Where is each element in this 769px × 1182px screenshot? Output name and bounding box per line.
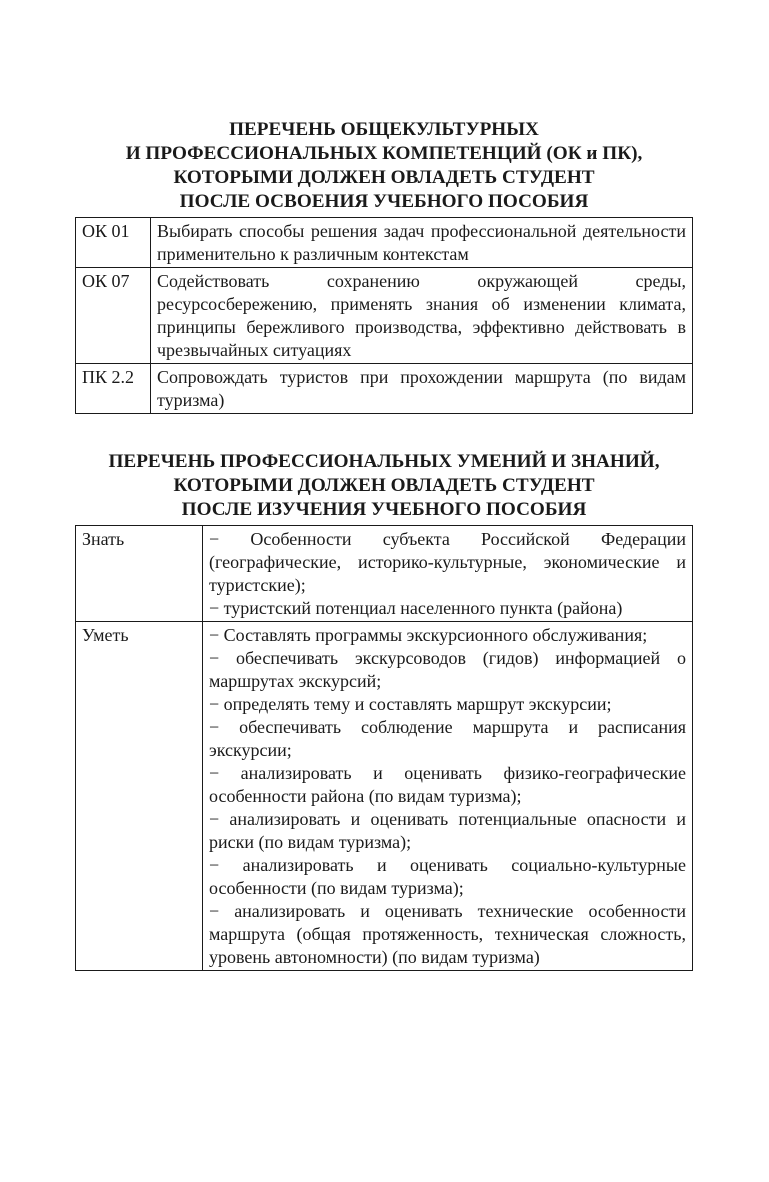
list-item: − анализировать и оценивать физико-географические особенности района (по видам туризма); [209, 763, 686, 806]
list-item: − Особенности субъекта Российской Федерации (географические, историко-культурные, экономические и туристские); [209, 529, 686, 595]
table-row [76, 364, 693, 414]
skills-label: Знать [76, 526, 203, 622]
table-row [76, 622, 693, 971]
table-row [76, 526, 693, 622]
competency-code: ОК 07 [76, 268, 151, 364]
skills-table [75, 525, 693, 971]
heading-line: КОТОРЫМИ ДОЛЖЕН ОВЛАДЕТЬ СТУДЕНТ [173, 475, 595, 496]
competency-description: Содействовать сохранению окружающей среды, ресурсосбережению, применять знания об изменении климата, принципы бережливого производства, эффективно действовать в чрезвычайных ситуациях [151, 268, 693, 364]
list-item: − анализировать и оценивать социально-культурные особенности (по видам туризма); [209, 855, 686, 898]
document-page [75, 118, 693, 971]
competency-description: Сопровождать туристов при прохождении маршрута (по видам туризма) [151, 364, 693, 414]
heading-line: ПОСЛЕ ИЗУЧЕНИЯ УЧЕБНОГО ПОСОБИЯ [181, 499, 587, 520]
heading-line: ПЕРЕЧЕНЬ ОБЩЕКУЛЬТУРНЫХ [229, 119, 539, 140]
competencies-table [75, 217, 693, 414]
heading-line: И ПРОФЕССИОНАЛЬНЫХ КОМПЕТЕНЦИЙ (ОК и ПК), [125, 143, 643, 164]
list-item: − Составлять программы экскурсионного обслуживания; [209, 625, 648, 645]
list-item: − определять тему и составлять маршрут экскурсии; [209, 694, 612, 714]
list-item: − анализировать и оценивать технические особенности маршрута (общая протяженность, техническая сложность, уровень автономности) (по видам туризма) [209, 901, 686, 967]
skills-list [203, 526, 693, 622]
skills-heading [75, 450, 693, 522]
list-item: − обеспечивать экскурсоводов (гидов) информацией о маршрутах экскурсий; [209, 648, 686, 691]
table-row [76, 268, 693, 364]
list-item: − обеспечивать соблюдение маршрута и расписания экскурсии; [209, 717, 686, 760]
heading-line: ПЕРЕЧЕНЬ ПРОФЕССИОНАЛЬНЫХ УМЕНИЙ И ЗНАНИЙ, [108, 451, 660, 472]
competency-code: ПК 2.2 [76, 364, 151, 414]
skills-list [203, 622, 693, 971]
table-row [76, 218, 693, 268]
competency-code: ОК 01 [76, 218, 151, 268]
list-item: − туристский потенциал населенного пункта (района) [209, 598, 623, 618]
competency-description: Выбирать способы решения задач профессиональной деятельности применительно к различным контекстам [151, 218, 693, 268]
competencies-heading [75, 118, 693, 214]
skills-label: Уметь [76, 622, 203, 971]
list-item: − анализировать и оценивать потенциальные опасности и риски (по видам туризма); [209, 809, 686, 852]
heading-line: ПОСЛЕ ОСВОЕНИЯ УЧЕБНОГО ПОСОБИЯ [179, 191, 589, 212]
heading-line: КОТОРЫМИ ДОЛЖЕН ОВЛАДЕТЬ СТУДЕНТ [173, 167, 595, 188]
